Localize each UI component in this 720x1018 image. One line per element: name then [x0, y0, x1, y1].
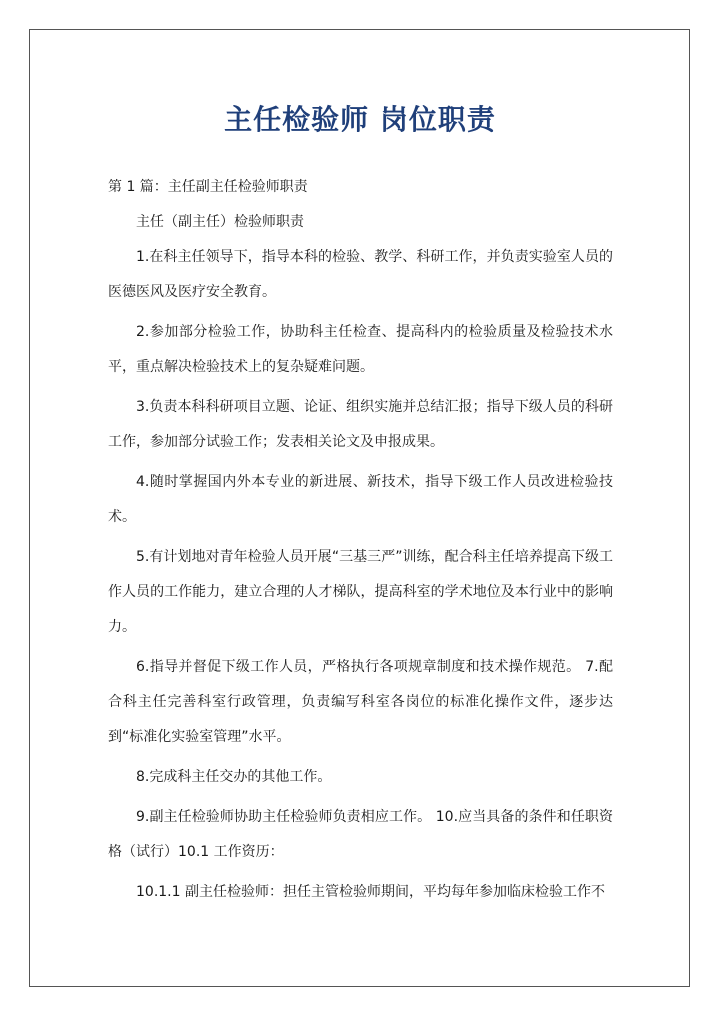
section-subheading: 主任（副主任）检验师职责	[136, 214, 304, 230]
paragraph-9: 10.1.1 副主任检验师：担任主管检验师期间，平均每年参加临床检验工作不	[136, 884, 605, 900]
paragraph-6: 6.指导并督促下级工作人员，严格执行各项规章制度和技术操作规范。 7.配合科主任完善科室行政管理，负责编写科室各岗位的标准化操作文件，逐步达到“标准化实验室管理”水平。	[108, 659, 613, 745]
section-heading: 第 1 篇：主任副主任检验师职责	[108, 179, 308, 195]
paragraph-1: 1.在科主任领导下，指导本科的检验、教学、科研工作，并负责实验室人员的医德医风及医疗安全教育。	[108, 249, 613, 300]
paragraph-8: 9.副主任检验师协助主任检验师负责相应工作。 10.应当具备的条件和任职资格（试行）10.1 工作资历：	[108, 809, 613, 860]
paragraph-3: 3.负责本科科研项目立题、论证、组织实施并总结汇报；指导下级人员的科研工作，参加部分试验工作；发表相关论文及申报成果。	[108, 399, 613, 450]
paragraph-2: 2.参加部分检验工作，协助科主任检查、提高科内的检验质量及检验技术水平，重点解决检验技术上的复杂疑难问题。	[108, 324, 613, 375]
document-title: 主任检验师 岗位职责	[224, 103, 496, 136]
paragraph-4: 4.随时掌握国内外本专业的新进展、新技术，指导下级工作人员改进检验技术。	[108, 474, 613, 525]
document-body	[108, 170, 613, 910]
paragraph-5: 5.有计划地对青年检验人员开展“三基三严”训练，配合科主任培养提高下级工作人员的工作能力，建立合理的人才梯队，提高科室的学术地位及本行业中的影响力。	[108, 549, 613, 635]
paragraph-7: 8.完成科主任交办的其他工作。	[136, 769, 332, 785]
